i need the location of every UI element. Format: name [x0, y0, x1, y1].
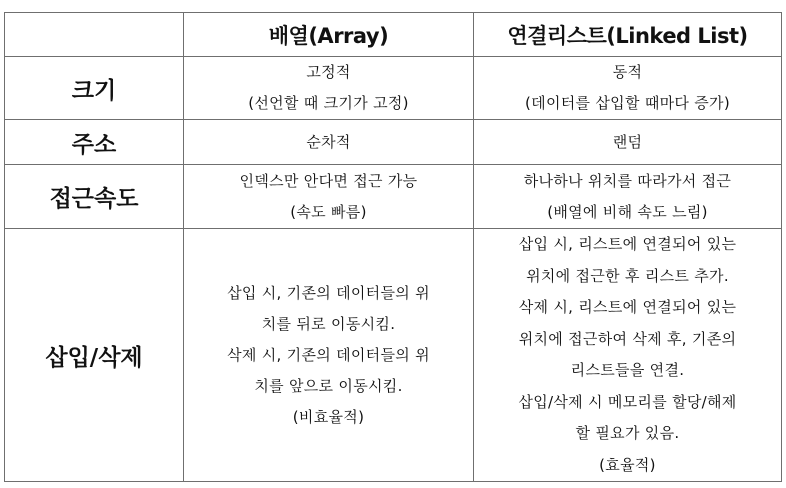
cell-text — [184, 57, 473, 119]
cell-access-array — [184, 165, 474, 229]
cell-text — [184, 166, 473, 228]
header-array: 배열(Array) — [184, 13, 474, 57]
header-linked-list: 연결리스트(Linked List) — [474, 13, 782, 57]
row-label-insert-delete: 삽입/삭제 — [5, 229, 184, 482]
cell-line: (효율적) — [599, 455, 656, 474]
cell-line: 삽입 시, 리스트에 연결되어 있는 — [518, 235, 737, 253]
cell-address-array — [184, 120, 474, 165]
cell-line: 삽입/삭제 시 메모리를 할당/해제 — [518, 392, 737, 411]
cell-size-array — [184, 57, 474, 120]
cell-insert-delete-linked-list — [474, 229, 782, 482]
cell-text — [474, 166, 781, 228]
header-row — [5, 13, 782, 57]
table-row-insert-delete — [5, 229, 782, 482]
cell-text — [474, 127, 781, 158]
cell-size-linked-list — [474, 57, 782, 120]
cell-line: 삽입 시, 기존의 데이터들의 위 — [227, 283, 430, 302]
cell-line: 할 필요가 있음. — [575, 424, 680, 442]
cell-line: 인덱스만 안다면 접근 가능 — [239, 171, 418, 190]
cell-text — [474, 229, 781, 481]
table-row-access-speed — [5, 165, 782, 229]
cell-text — [184, 127, 473, 158]
cell-line: 위치에 접근하여 삭제 후, 기존의 — [518, 329, 737, 348]
cell-line: (선언할 때 크기가 고정) — [248, 94, 409, 112]
table-row-address — [5, 120, 782, 165]
cell-line: 치를 앞으로 이동시킴. — [254, 376, 403, 395]
row-label-access-speed: 접근속도 — [5, 165, 184, 229]
cell-line: 삭제 시, 리스트에 연결되어 있는 — [518, 298, 737, 316]
cell-insert-delete-array — [184, 229, 474, 482]
cell-line: 삭제 시, 기존의 데이터들의 위 — [227, 345, 430, 364]
table-row-size — [5, 57, 782, 120]
row-label-size: 크기 — [5, 57, 184, 120]
cell-line: 하나하나 위치를 따라가서 접근 — [523, 171, 732, 190]
cell-text — [474, 57, 781, 119]
cell-access-linked-list — [474, 165, 782, 229]
cell-line: 고정적 — [306, 63, 351, 81]
cell-line: 동적 — [612, 63, 643, 81]
comparison-table — [4, 12, 782, 482]
cell-line: (배열에 비해 속도 느림) — [547, 202, 708, 221]
header-empty-cell — [5, 13, 184, 57]
cell-line: 랜덤 — [612, 132, 643, 151]
cell-line: (비효율적) — [292, 407, 365, 426]
row-label-address: 주소 — [5, 120, 184, 165]
cell-text — [184, 278, 473, 433]
cell-line: (데이터를 삽입할 때마다 증가) — [525, 94, 730, 112]
cell-line: (속도 빠름) — [290, 202, 367, 221]
cell-line: 치를 뒤로 이동시킴. — [261, 314, 396, 333]
cell-address-linked-list — [474, 120, 782, 165]
cell-line: 순차적 — [306, 132, 351, 151]
cell-line: 리스트들을 연결. — [570, 361, 685, 379]
cell-line: 위치에 접근한 후 리스트 추가. — [526, 266, 729, 285]
